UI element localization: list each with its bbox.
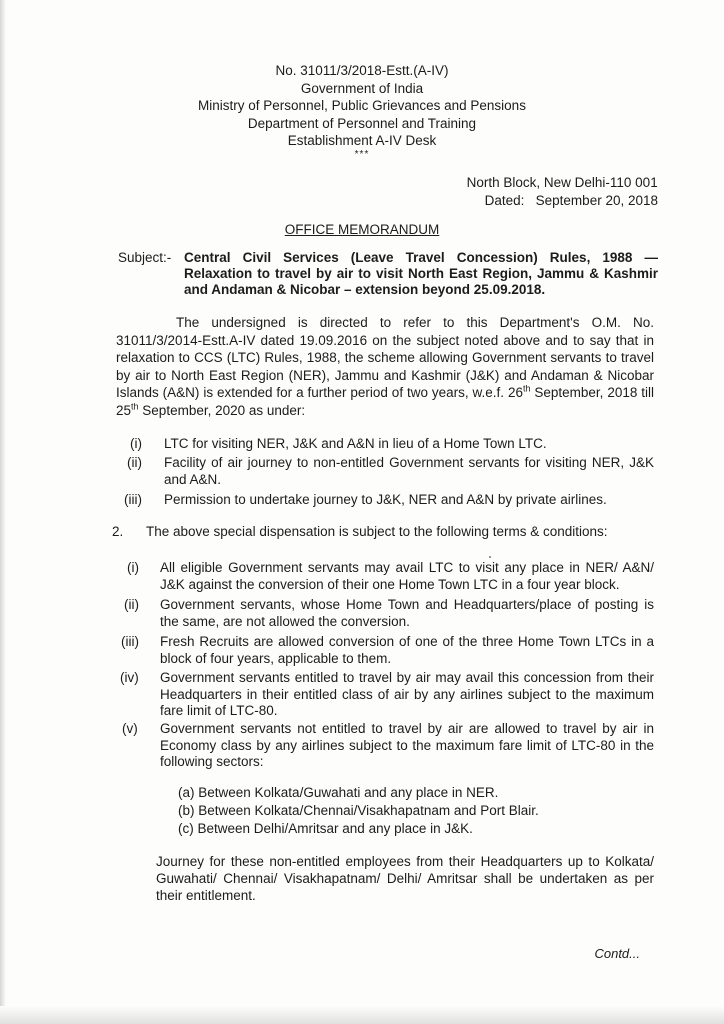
subject-text: Central Civil Services (Leave Travel Concession) Rules, 1988 — Relaxation to travel by air to visit North East Region, Jammu & Kashmir and Andaman & Nicobar – extension beyond 25.09.2018. — [184, 250, 658, 297]
date-value: September 20, 2018 — [535, 193, 658, 208]
condition-text: Government servants not entitled to travel by air are allowed to travel by air in Economy class by any airlines subject to the maximum fare limit of LTC-80 in the following sectors: — [160, 721, 654, 769]
superscript-1: th — [522, 383, 531, 394]
sector-item: (b) Between Kolkata/Chennai/Visakhapatnam and Port Blair. — [178, 803, 539, 818]
condition-number: (iv) — [120, 670, 139, 685]
condition-text: Government servants entitled to travel by air may avail this concession from their Headquarters in their entitled class of air by any airlines subject to the maximum fare limit of LTC-80. — [160, 670, 654, 718]
ministry-line: Ministry of Personnel, Public Grievances and Pensions — [198, 98, 526, 113]
list-text: Facility of air journey to non-entitled Government servants for visiting NER, J&K and A&N. — [164, 455, 654, 487]
government-line: Government of India — [300, 80, 424, 96]
paragraph-1-text-c: September, 2020 as under: — [138, 402, 306, 418]
list-text: LTC for visiting NER, J&K and A&N in lieu of a Home Town LTC. — [164, 436, 547, 451]
list-number: (ii) — [127, 455, 142, 470]
memo-title: OFFICE MEMORANDUM — [284, 222, 440, 237]
dated-label: Dated: — [484, 193, 525, 208]
paragraph-2-text: The above special dispensation is subject to the following terms & conditions: — [146, 524, 608, 539]
date-line — [467, 192, 658, 210]
paragraph-1-text-a: The undersigned is directed to refer to this Department's O.M. No. 31011/3/2014-Estt.A-IV dated 19.09.2016 on the subject noted above and to say that in relaxation to CCS (LTC) Rules, 1988, the scheme allowing Government servants to travel by air to North East Region (NER), Jammu and Kashmir (J&K) and Andaman & Nicobar Islands (A&N) is extended for a further period of two years, w.e.f. 26 — [116, 315, 654, 400]
sector-item: (c) Between Delhi/Amritsar and any place in J&K. — [178, 821, 473, 836]
condition-number: (v) — [122, 721, 138, 736]
department-line: Department of Personnel and Training — [247, 115, 477, 131]
paragraph-1 — [116, 314, 654, 419]
condition-number: (iii) — [121, 634, 139, 649]
list-number: (i) — [130, 436, 142, 451]
list-number: (iii) — [124, 492, 142, 507]
condition-text: Fresh Recruits are allowed conversion of one of the three Home Town LTCs in a block of four years, applicable to them. — [160, 634, 654, 666]
condition-number: (ii) — [124, 597, 139, 612]
condition-text: All eligible Government servants may avail LTC to visit any place in NER/ A&N/ J&K against the conversion of their one Home Town LTC in a four year block. — [160, 560, 654, 592]
condition-number: (i) — [127, 560, 139, 575]
file-number: No. 31011/3/2018-Estt.(A-IV) — [275, 63, 449, 78]
sector-item: (a) Between Kolkata/Guwahati and any place in NER. — [178, 785, 499, 800]
superscript-2: th — [131, 401, 139, 411]
desk-line: Establishment A-IV Desk — [287, 133, 437, 148]
subject-label: Subject:- — [118, 250, 172, 265]
address-line: North Block, New Delhi-110 001 — [466, 175, 658, 190]
place-and-date — [467, 174, 658, 210]
condition-text: Government servants, whose Home Town and Headquarters/place of posting is the same, are not allowed the conversion. — [160, 597, 654, 629]
separator-stars: *** — [354, 148, 370, 160]
paragraph-number: 2. — [112, 524, 124, 539]
scan-edge-bottom — [0, 1006, 724, 1024]
scan-speck — [489, 556, 491, 558]
letterhead — [0, 62, 724, 160]
continued-marker: Contd... — [594, 946, 640, 961]
journey-note: Journey for these non-entitled employees from their Headquarters up to Kolkata/ Guwahati/ Chennai/ Visakhapatnam/ Delhi/ Amritsar shall be undertaken as per their entitlement. — [156, 854, 654, 903]
paragraph-1-text-b: September, 2018 till 25 — [116, 385, 655, 418]
list-text: Permission to undertake journey to J&K, NER and A&N by private airlines. — [164, 492, 607, 507]
